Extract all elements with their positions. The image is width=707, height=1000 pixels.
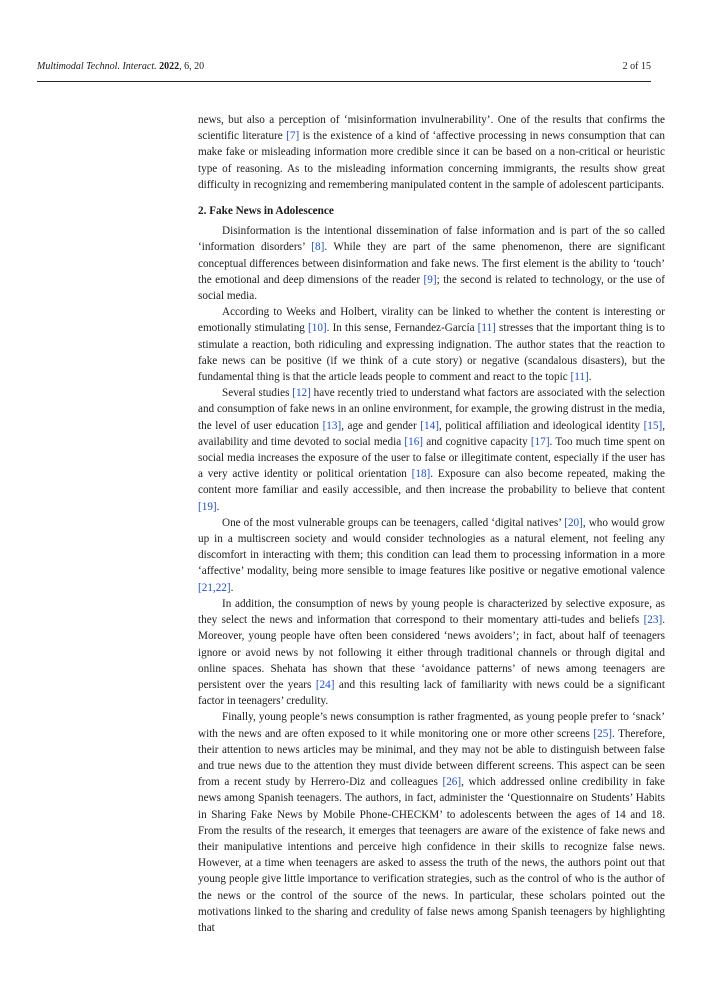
text-run: According to Weeks and Holbert, virality can be linked to whether the content is interesting or emotionally stimulating [198, 306, 665, 335]
citation-link[interactable]: [24] [315, 678, 335, 691]
citation-link[interactable]: [21,22] [198, 581, 231, 594]
text-run: One of the most vulnerable groups can be teenagers, called ‘digital natives’ [222, 516, 565, 529]
article-body [198, 112, 665, 936]
text-run: , age and gender [341, 419, 421, 432]
body-paragraph [198, 385, 665, 515]
citation-link[interactable]: [25] [593, 727, 613, 740]
text-run: . Therefore, their attention to news articles may be minimal, and they may not be able to distinguish between false and true news due to the attention they must divide between different screens. This aspect can be seen from a recent study by Herrero-Diz and colleagues [198, 727, 665, 789]
journal-year: 2022 [159, 61, 180, 72]
text-run: , availability and time devoted to social media [198, 419, 665, 448]
citation-link[interactable]: [18] [411, 468, 431, 481]
text-run: have recently tried to understand what factors are associated with the selection and consumption of fake news in an online environment, for example, the growing distrust in the media, the level of user education [198, 387, 665, 432]
intro-paragraph [198, 112, 665, 193]
citation-link[interactable]: [26] [442, 776, 462, 789]
citation-link[interactable]: [19] [198, 500, 217, 513]
citation-link[interactable]: [7] [286, 130, 300, 143]
journal-volume-issue: , 6, 20 [179, 61, 205, 72]
journal-citation [37, 60, 204, 74]
citation-link[interactable]: [10] [308, 322, 327, 335]
body-paragraph [198, 596, 665, 709]
text-run: is the existence of a kind of ‘affective processing in news consumption that can make fake or misleading information more credible since it can be based on a non-critical or heuristic type of reasoning. As to the misleading information concerning immigrants, the results show great difficulty in recognizing and remembering manipulated content in the sample of adolescent participants. [198, 130, 665, 191]
citation-link[interactable]: [13] [322, 419, 342, 432]
citation-link[interactable]: [11] [570, 371, 589, 384]
running-header [37, 60, 651, 74]
body-paragraph [198, 709, 665, 936]
text-run: stresses that the important thing is to stimulate a reaction, both ridiculing and expressing indignation. The author states that the reaction to fake news can be positive (if we think of a cute story) or negative (scandalous disasters), but the fundamental thing is that the article leads people to comment and react to the topic [198, 322, 665, 384]
body-paragraph [198, 304, 665, 385]
text-run: . Moreover, young people have often been considered ‘news avoiders’; in fact, about half of teenagers ignore or avoid news by not following it either through traditional channels or through digital and online spaces. Shehata has shown that these ‘avoidance patterns’ of news among teenagers are persistent over the years [198, 614, 665, 691]
citation-link[interactable]: [17] [530, 435, 550, 448]
citation-link[interactable]: [23] [643, 614, 663, 627]
text-run: . [230, 581, 234, 594]
text-run: . In this sense, Fernandez-García [326, 322, 478, 335]
section-heading: 2. Fake News in Adolescence [198, 205, 334, 218]
citation-link[interactable]: [8] [311, 241, 325, 254]
text-run: . [216, 500, 220, 513]
text-run: . Too much time spent on social media increases the exposure of the user to false or illegitimate content, especially if the user has a very active identity or political orientation [198, 435, 665, 481]
citation-link[interactable]: [11] [477, 322, 496, 335]
text-run: and cognitive capacity [423, 435, 531, 448]
citation-link[interactable]: [15] [643, 419, 663, 432]
text-run: , political affiliation and ideological identity [438, 419, 644, 432]
citation-link[interactable]: [20] [564, 516, 583, 529]
text-run: and this resulting lack of familiarity with news could be a significant factor in teenagers’ credulity. [198, 678, 665, 708]
text-run: ; the second is related to technology, or the use of social media. [198, 273, 665, 303]
header-rule [37, 81, 651, 82]
text-run: , who would grow up in a multiscreen society and would consider technologies as a natural element, not feeling any discomfort in interacting with them; this condition can lead them to processing information in a more ‘affective’ modality, being more sensible to image features like positive or negative emotional valence [198, 516, 665, 578]
text-run: . [588, 371, 592, 384]
text-run: news, but also a perception of ‘misinformation invulnerability’. One of the results that confirms the scientific literature [198, 114, 665, 143]
body-paragraph [198, 223, 665, 304]
citation-link[interactable]: [16] [404, 435, 424, 448]
section-paragraphs [198, 223, 665, 936]
text-run: Disinformation is the intentional dissemination of false information and is part of the so called ‘information disorders’ [198, 225, 665, 254]
body-paragraph [198, 515, 665, 596]
journal-name: Multimodal Technol. Interact. [37, 61, 157, 72]
text-run: In addition, the consumption of news by young people is characterized by selective exposure, as they select the news and information that correspond to their momentary atti-tudes and beliefs [198, 597, 665, 627]
citation-link[interactable]: [12] [292, 387, 311, 400]
page-number: 2 of 15 [622, 61, 651, 72]
text-run: . Exposure can also become repeated, making the content more familiar and easily accessible, and then increase the probability to believe that content [198, 468, 665, 497]
text-run: Finally, young people’s news consumption is rather fragmented, as young people prefer to ‘snack’ with the news and are often exposed to it while monitoring one or more other screens [198, 711, 665, 740]
citation-link[interactable]: [9] [423, 273, 437, 286]
citation-link[interactable]: [14] [420, 419, 439, 432]
text-run: . While they are part of the same phenomenon, there are significant conceptual differences between disinformation and fake news. The first element is the ability to ‘touch’ the emotional and deep dimensions of the reader [198, 241, 665, 286]
text-run: , which addressed online credibility in fake news among Spanish teenagers. The authors, in fact, administer the ‘Questionnaire on Students’ Habits in Sharing Fake News by Mobile Phone-CHECKM’ to adolescents between the ages of 14 and 18. From the results of the research, it emerges that teenagers are aware of the existence of fake news and their manipulative intentions and perceive high confidence in their skills to recognize false news. However, at a time when teenagers are asked to assess the truth of the news, the authors point out that young people give little importance to verification strategies, such as the control of who is the author of the news or the control of the source of the news. In particular, these scholars pointed out the motivations linked to the sharing and credulity of false news among Spanish teenagers by highlighting that [198, 776, 665, 934]
text-run: Several studies [222, 387, 293, 400]
